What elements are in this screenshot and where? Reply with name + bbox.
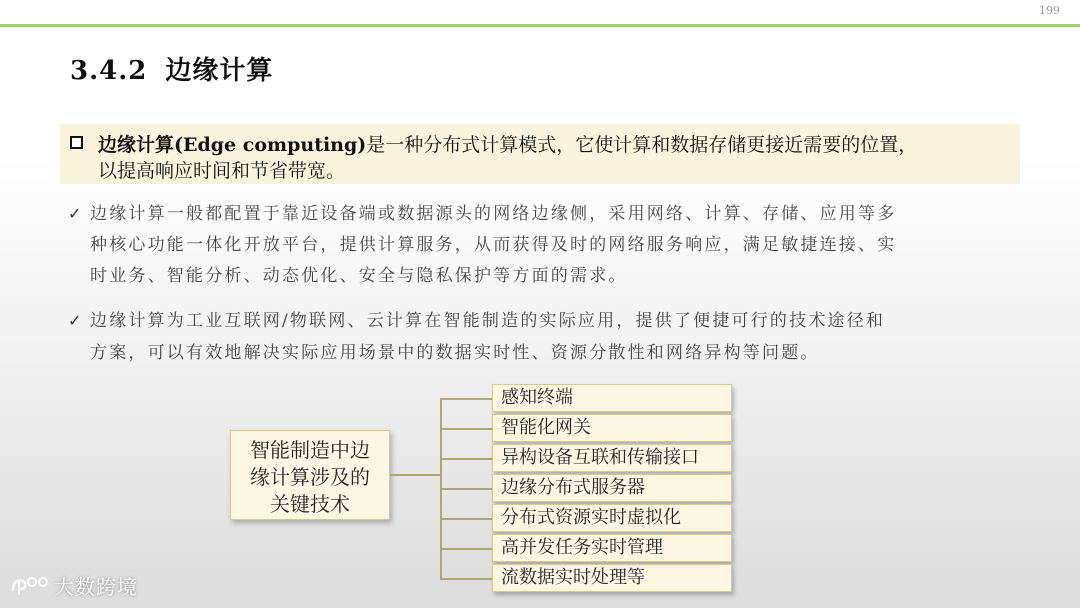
diagram-root-line-1: 智能制造中边 [250,438,370,462]
diagram-item: 分布式资源实时虚拟化 [492,504,732,532]
diagram-item: 感知终端 [492,384,732,412]
checkmark-icon: ✓ [68,311,84,330]
section-title [70,50,273,87]
section-heading: 边缘计算 [165,56,274,86]
connector-branch [440,548,492,550]
diagram-item: 流数据实时处理等 [492,564,732,592]
connector-branch [440,428,492,430]
diagram-item: 异构设备互联和传输接口 [492,444,732,472]
watermark [10,571,138,601]
connector-stem [390,474,441,476]
definition-callout [60,124,1020,184]
1688-logo-icon [10,574,50,598]
definition-text: 是一种分布式计算模式，它使计算和数据存储更接近需要的位置， [366,134,918,156]
connector-branch [440,458,492,460]
connector-branch [440,518,492,520]
bullet-1-line-1: 边缘计算一般都配置于靠近设备端或数据源头的网络边缘侧，采用网络、计算、存储、应用等多 [90,204,897,224]
definition-line-2: 以提高响应时间和节省带宽。 [98,160,346,182]
bullet-2-line-2: 方案，可以有效地解决实际应用场景中的数据实时性、资源分散性和网络异构等问题。 [90,343,820,363]
diagram-root-box [230,430,390,520]
bullet-1-line-2: 种核心功能一体化开放平台，提供计算服务，从而获得及时的网络服务响应，满足敏捷连接、实 [90,235,897,255]
header-accent-rule [0,24,1080,27]
bullet-1-line-3: 时业务、智能分析、动态优化、安全与隐私保护等方面的需求。 [90,266,628,286]
watermark-text: 大数跨境 [54,575,138,599]
square-bullet-icon [70,136,83,149]
connector-branch [440,578,492,580]
diagram-item: 边缘分布式服务器 [492,474,732,502]
diagram-item: 智能化网关 [492,414,732,442]
connector-branch [440,488,492,490]
slide-number: 199 [1039,4,1060,17]
section-number: 3.4.2 [70,56,148,86]
diagram-item: 高并发任务实时管理 [492,534,732,562]
definition-term: 边缘计算(Edge computing) [98,134,367,156]
checkmark-icon: ✓ [68,204,84,223]
diagram-root-line-2: 缘计算涉及的 [250,465,370,489]
bullet-2-line-1: 边缘计算为工业互联网/物联网、云计算在智能制造的实际应用，提供了便捷可行的技术途径和 [90,311,886,331]
connector-branch [440,398,492,400]
diagram-root-line-3: 关键技术 [270,492,350,516]
definition-line-1 [98,130,917,157]
